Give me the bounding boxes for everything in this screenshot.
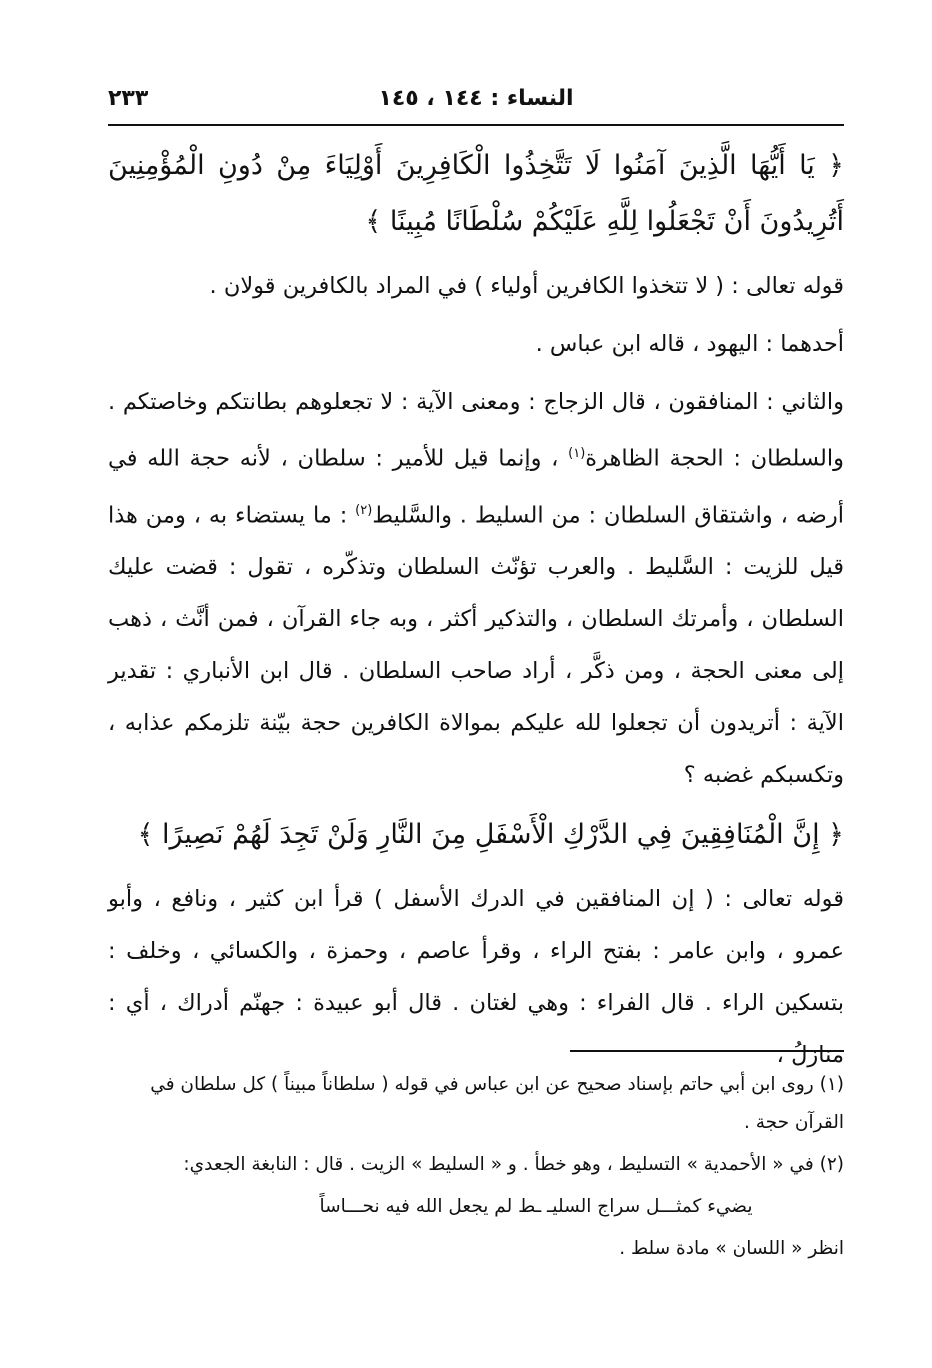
page-header: [108, 82, 844, 124]
paragraph-4: قوله تعالى : ( إن المنافقين في الدرك الأسفل ) قرأ ابن كثير ، ونافع ، وأبو عمرو ، وابن عامر : بفتح الراء ، وقرأ عاصم ، وحمزة ، والكسائي ، وخلف : بتسكين الراء . قال الفراء : وهي لغتان . قال أبو عبيدة : جهنّم أدراك ، أي : منازلُ ،: [108, 886, 844, 1068]
footnote-source: انظر « اللسان » مادة سلط .: [619, 1238, 844, 1259]
header-rule: [108, 124, 844, 126]
paragraph-3-part-b: ، وإنما قيل للأمير : سلطان ، لأنه حجة الله في أرضه ، واشتقاق السلطان : من السليط . والسَّليط: [108, 445, 844, 528]
paragraph-3-part-a: والثاني : المنافقون ، قال الزجاج : ومعنى الآية : لا تجعلوهم بطانتكم وخاصتكم . والسلطان : الحجة الظاهرة: [108, 389, 844, 472]
footnote-ref-2[interactable]: (٢): [355, 502, 373, 518]
footnotes: [108, 1066, 844, 1272]
paragraph-3-part-c: : ما يستضاء به ، ومن هذا قيل للزيت : السَّليط . والعرب تؤنّث السلطان وتذكّره ، تقول : قضت عليك السلطان ، وأمرتك السلطان ، والتذكير أكثر ، وبه جاء القرآن ، فمن أنَّث ، ذهب إلى معنى الحجة ، ومن ذكَّر ، أراد صاحب السلطان . قال ابن الأنباري : تقدير الآية : أتريدون أن تجعلوا لله عليكم بموالاة الكافرين حجة بيّنة تلزمكم عذابه ، وتكسبكم غضبه ؟: [108, 502, 844, 788]
paragraph-1: قوله تعالى : ( لا تتخذوا الكافرين أولياء ) في المراد بالكافرين قولان .: [209, 273, 844, 299]
footnote-rule: [570, 1050, 844, 1052]
footnote-poem: يضيء كمثـــل سراج السليـ ـط لم يجعل الله فيه نحـــاساً: [319, 1196, 753, 1217]
quran-verse-1: ﴿ يَا أَيُّهَا الَّذِينَ آمَنُوا لَا تَتَّخِذُوا الْكَافِرِينَ أَوْلِيَاءَ مِنْ دُونِ الْمُؤْمِنِينَ أَتُرِيدُونَ أَنْ تَجْعَلُوا لِلَّهِ عَلَيْكُمْ سُلْطَانًا مُبِينًا ﴾: [108, 150, 844, 237]
page-number: ٢٣٣: [108, 86, 149, 111]
main-text: [108, 138, 844, 1087]
footnote-ref-1[interactable]: (١): [568, 446, 586, 461]
footnote-1: (١) روى ابن أبي حاتم بإسناد صحيح عن ابن عباس في قوله ( سلطاناً مبيناً ) كل سلطان في القرآن حجة .: [150, 1074, 844, 1133]
paragraph-2: أحدهما : اليهود ، قاله ابن عباس .: [535, 331, 844, 357]
footnote-2: (٢) في « الأحمدية » التسليط ، وهو خطأ . و « السليط » الزيت . قال : النابغة الجعدي:: [183, 1154, 844, 1175]
running-title: النساء : ١٤٤ ، ١٤٥: [378, 86, 574, 111]
quran-verse-2: ﴿ إِنَّ الْمُنَافِقِينَ فِي الدَّرْكِ الْأَسْفَلِ مِنَ النَّارِ وَلَنْ تَجِدَ لَهُمْ نَصِيرًا ﴾: [137, 819, 844, 850]
paragraph-3: [108, 376, 844, 801]
